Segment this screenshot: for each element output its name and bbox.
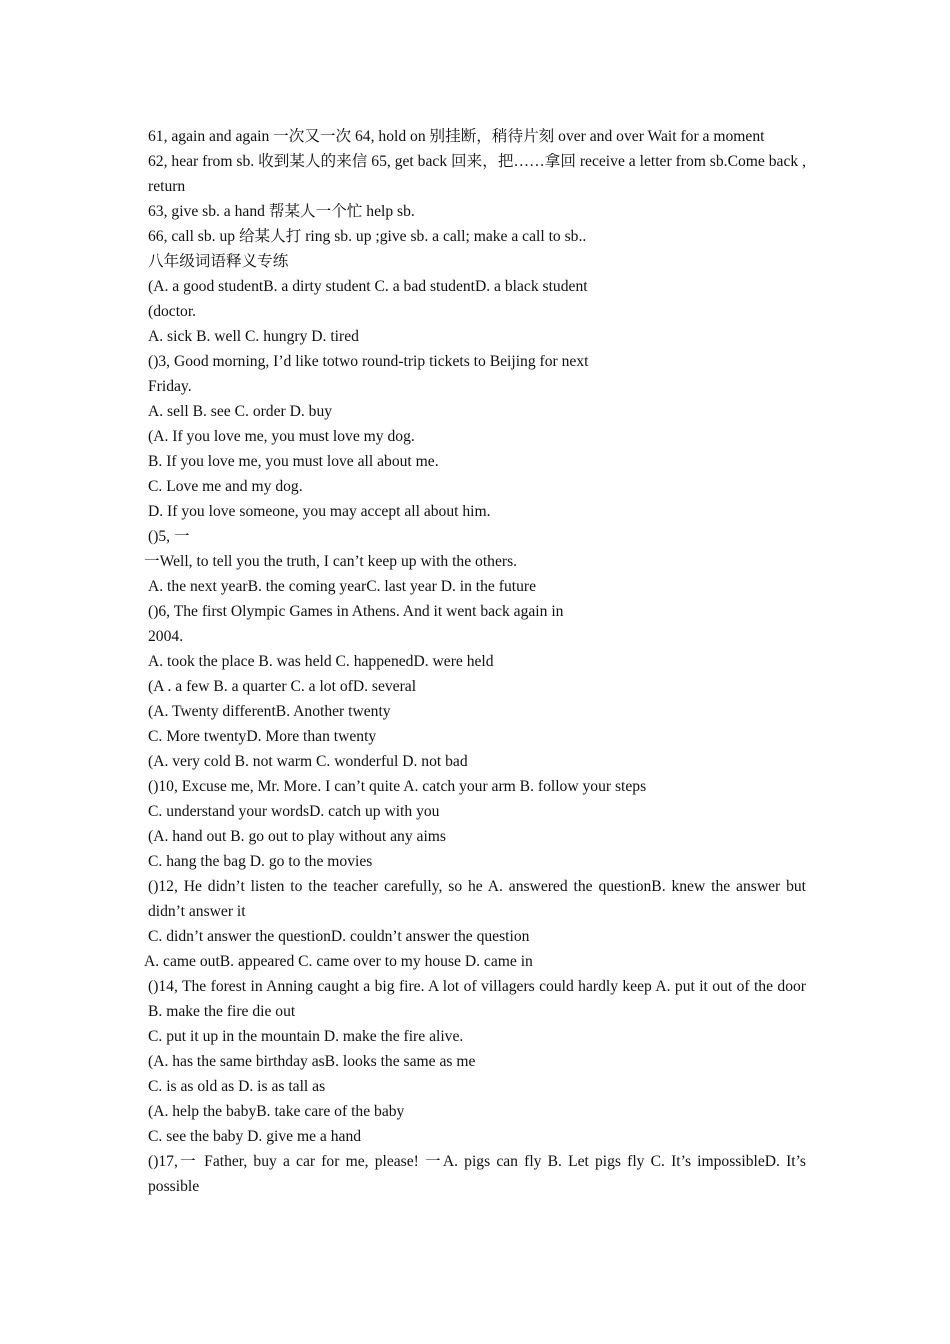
- text-line: C. More twentyD. More than twenty: [148, 728, 377, 745]
- text-line: (A. a good studentB. a dirty student C. a bad studentD. a black student: [148, 278, 588, 295]
- text-line: (A. help the babyB. take care of the baby: [148, 1103, 405, 1120]
- text-line: A. took the place B. was held C. happenedD. were held: [148, 653, 494, 670]
- text-line: 61, again and again 一次又一次 64, hold on 别挂断，稍待片刻 over and over Wait for a moment: [148, 128, 765, 145]
- text-line: D. If you love someone, you may accept all about him.: [148, 503, 491, 520]
- text-line: C. understand your wordsD. catch up with you: [148, 803, 440, 820]
- text-line: C. hang the bag D. go to the movies: [148, 853, 373, 870]
- text-line: C. Love me and my dog.: [148, 478, 303, 495]
- text-line: ()10, Excuse me, Mr. More. I can’t quite A. catch your arm B. follow your steps: [148, 778, 647, 795]
- text-line: ()14, The forest in Anning caught a big fire. A lot of villagers could hardly keep A. put it out of the door B. make the fire die out: [148, 978, 806, 1020]
- text-line: (A. has the same birthday asB. looks the same as me: [148, 1053, 476, 1070]
- document-body: [144, 124, 806, 1199]
- text-line: C. is as old as D. is as tall as: [148, 1078, 326, 1095]
- text-line: A. sell B. see C. order D. buy: [148, 403, 333, 420]
- text-line: 62, hear from sb. 收到某人的来信 65, get back 回来，把……拿回 receive a letter from sb.Come back , return: [148, 153, 806, 195]
- text-line: ()3, Good morning, I’d like totwo round-trip tickets to Beijing for next: [148, 353, 589, 370]
- text-line: (A. If you love me, you must love my dog.: [148, 428, 415, 445]
- text-line: ()12, He didn’t listen to the teacher carefully, so he A. answered the questionB. knew the answer but didn’t answer it: [148, 878, 806, 920]
- text-line: 一Well, to tell you the truth, I can’t keep up with the others.: [144, 553, 518, 570]
- text-line: (A. very cold B. not warm C. wonderful D. not bad: [148, 753, 468, 770]
- text-line: C. put it up in the mountain D. make the fire alive.: [148, 1028, 464, 1045]
- text-line: C. didn’t answer the questionD. couldn’t answer the question: [148, 928, 530, 945]
- text-line: B. If you love me, you must love all about me.: [148, 453, 439, 470]
- text-line: (doctor.: [148, 303, 197, 320]
- text-line: A. came outB. appeared C. came over to my house D. came in: [144, 953, 533, 970]
- text-line: ()5, 一: [148, 528, 190, 545]
- text-line: C. see the baby D. give me a hand: [148, 1128, 362, 1145]
- text-line: Friday.: [148, 378, 192, 395]
- text-line: ()6, The first Olympic Games in Athens. And it went back again in: [148, 603, 564, 620]
- text-line: A. the next yearB. the coming yearC. last year D. in the future: [148, 578, 536, 595]
- text-line: 2004.: [148, 628, 184, 645]
- text-line: 八年级词语释义专练: [148, 253, 289, 270]
- text-line: A. sick B. well C. hungry D. tired: [148, 328, 359, 345]
- text-line: (A . a few B. a quarter C. a lot ofD. several: [148, 678, 417, 695]
- text-line: (A. hand out B. go out to play without any aims: [148, 828, 446, 845]
- text-line: 63, give sb. a hand 帮某人一个忙 help sb.: [148, 203, 415, 220]
- text-line: (A. Twenty differentB. Another twenty: [148, 703, 391, 720]
- text-line: ()17,一 Father, buy a car for me, please! 一A. pigs can fly B. Let pigs fly C. It’s impossibleD. It’s possible: [148, 1153, 806, 1195]
- text-line: 66, call sb. up 给某人打 ring sb. up ;give sb. a call; make a call to sb..: [148, 228, 587, 245]
